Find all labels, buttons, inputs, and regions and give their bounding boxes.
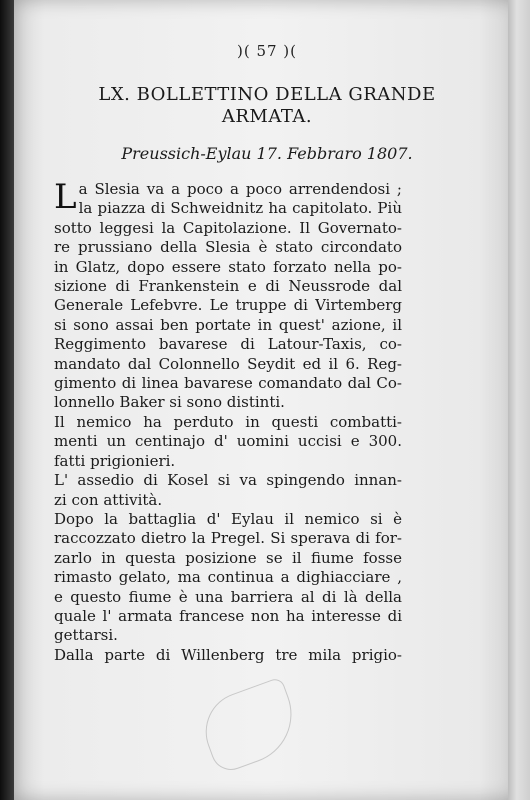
text-line: la piazza di Schweidnitz ha capitolato. Più [78,199,402,218]
text-line: gimento di linea bavarese comandato dal Co- [54,374,402,393]
paragraph [54,646,402,665]
paragraph [54,413,402,471]
text-line: L' assedio di Kosel si va spingendo innan- [54,471,402,490]
text-line: sotto leggesi la Capitolazione. Il Governato- [54,218,402,237]
text-line: lonnello Baker si sono distinti. [54,393,285,412]
text-line: Reggimento bavarese di Latour-Taxis, co- [54,335,402,354]
text-line: raccozzato dietro la Pregel. Si sperava di for- [54,529,402,548]
text-line: Dopo la battaglia d' Eylau il nemico si è [54,509,402,528]
body-text [54,177,402,665]
text-line: quale l' armata francese non ha interesse di [54,606,402,625]
text-line: gettarsi. [54,626,118,645]
text-line: rimasto gelato, ma continua a dighiacciare , [54,568,402,587]
text-line: menti un centinajo d' uomini uccisi e 300. [54,432,402,451]
paper-stain [194,676,305,775]
paragraph [54,177,402,413]
text-line: Dalla parte di Willenberg tre mila prigio- [54,645,402,664]
book-page [14,0,520,800]
text-line: si sono assai ben portate in quest' azione, il [54,315,402,334]
paragraph [54,471,402,510]
text-line: Il nemico ha perduto in questi combatti- [54,412,402,431]
text-line: fatti prigionieri. [54,451,176,470]
text-line: mandato dal Colonnello Seydit ed il 6. Reg- [54,354,402,373]
text-line: e questo fiume è una barriera al di là della [54,587,402,606]
drop-cap: L [54,177,77,217]
text-line: in Glatz, dopo essere stato forzato nella po- [54,257,402,276]
bulletin-title: LX. BOLLETTINO DELLA GRANDE ARMATA. [98,84,436,127]
text-line: sizione di Frankenstein e di Neussrode dal [54,277,402,296]
text-line: Generale Lefebvre. Le truppe di Virtemberg [54,296,402,315]
page-edge [508,0,530,800]
text-line: re prussiano della Slesia è stato circondato [54,238,402,257]
page-number: )( 57 )( [236,42,298,60]
text-line: zarlo in questa posizione se il fiume fosse [54,548,402,567]
text-line: zi con attività. [54,490,163,509]
dateline: Preussich-Eylau 17. Febbraro 1807. [121,144,413,163]
text-line: a Slesia va a poco a poco arrendendosi ; [78,180,402,198]
binding-shadow [0,0,14,800]
paragraph [54,510,402,646]
